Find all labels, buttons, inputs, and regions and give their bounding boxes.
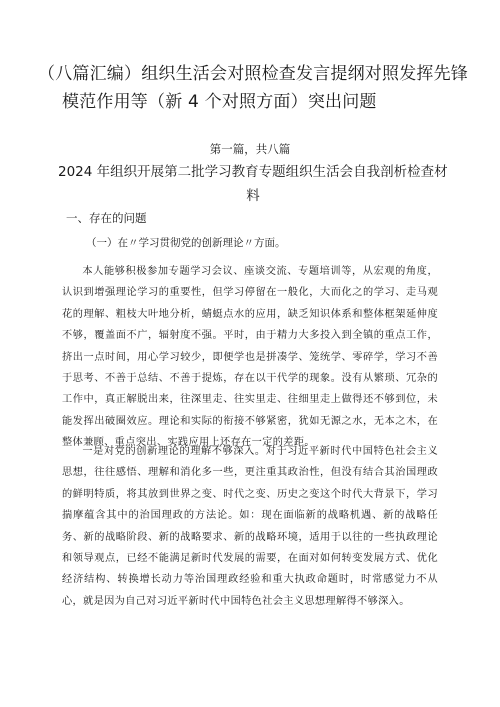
body-paragraph-2: 一是对党的创新理论的理解不够深入。对于习近平新时代中国特色社会主义思想，往往感悟、理解和消化多一些，更注重其政治性，但没有结合其治国理政的鲜明特质，将其放到世界之变、时代之变、历史之变这个时代大背景下，学习揣摩蕴含其中的治国理政的方法论。如：现在面临新的战略机遇、新的战略任务、新的战略阶段、新的战略要求、新的战略环境，适用于以往的一些执政理论和领导观点，已经不能满足新时代发展的需要，在面对如何转变发展方式、优化经济结构、转换增长动力等治国理政经验和重大执政命题时，时常感觉力不从心，就是因为自己对习近平新时代中国特色社会主义思想理解得不够深入。	[62, 446, 438, 607]
sub-heading: （一）在〃学习贯彻党的创新理论〃方面。	[86, 237, 286, 249]
main-title-line-1: （八篇汇编）组织生活会对照检查发言提纲对照发挥先锋	[38, 64, 468, 84]
article-title-line-1: 2024 年组织开展第二批学习教育专题组织生活会自我剖析检查材	[58, 164, 448, 180]
body-paragraph-1: 本人能够积极参加专题学习会议、座谈交流、专题培训等，从宏观的角度，认识到增强理论学习的重要性，但学习停留在一般化，大而化之的学习、走马观花的理解、粗枝大叶地分析，蜻蜓点水的应用，缺乏知识体系和整体框架延伸度不够，覆盖面不广，辐射度不强。平时，由于精力大多投入到全镇的重点工作，挤出一点时间，用心学习较少，即便学也是拼凑学、笼统学、零碎学，学习不善于思考、不善于总结、不善于提炼，存在以干代学的现象。没有从繁琐、冗杂的工作中，真正解脱出来，往深里走、往实里走、往细里走上做得还不够到位，未能发挥出破圈效应。理论和实际的衔接不够紧密，犹如无源之水，无本之木，在整体兼顾、重点突出、实践应用上还存在一定的差距。	[62, 266, 438, 449]
article-title	[58, 160, 448, 208]
article-title-line-2: 料	[246, 188, 260, 204]
main-title-line-2: 模范作用等（新 4 个对照方面）突出问题	[62, 92, 377, 112]
section-heading: 一、存在的问题	[66, 211, 147, 225]
part-heading: 第一篇，共八篇	[209, 142, 291, 156]
document-main-title	[38, 60, 468, 116]
